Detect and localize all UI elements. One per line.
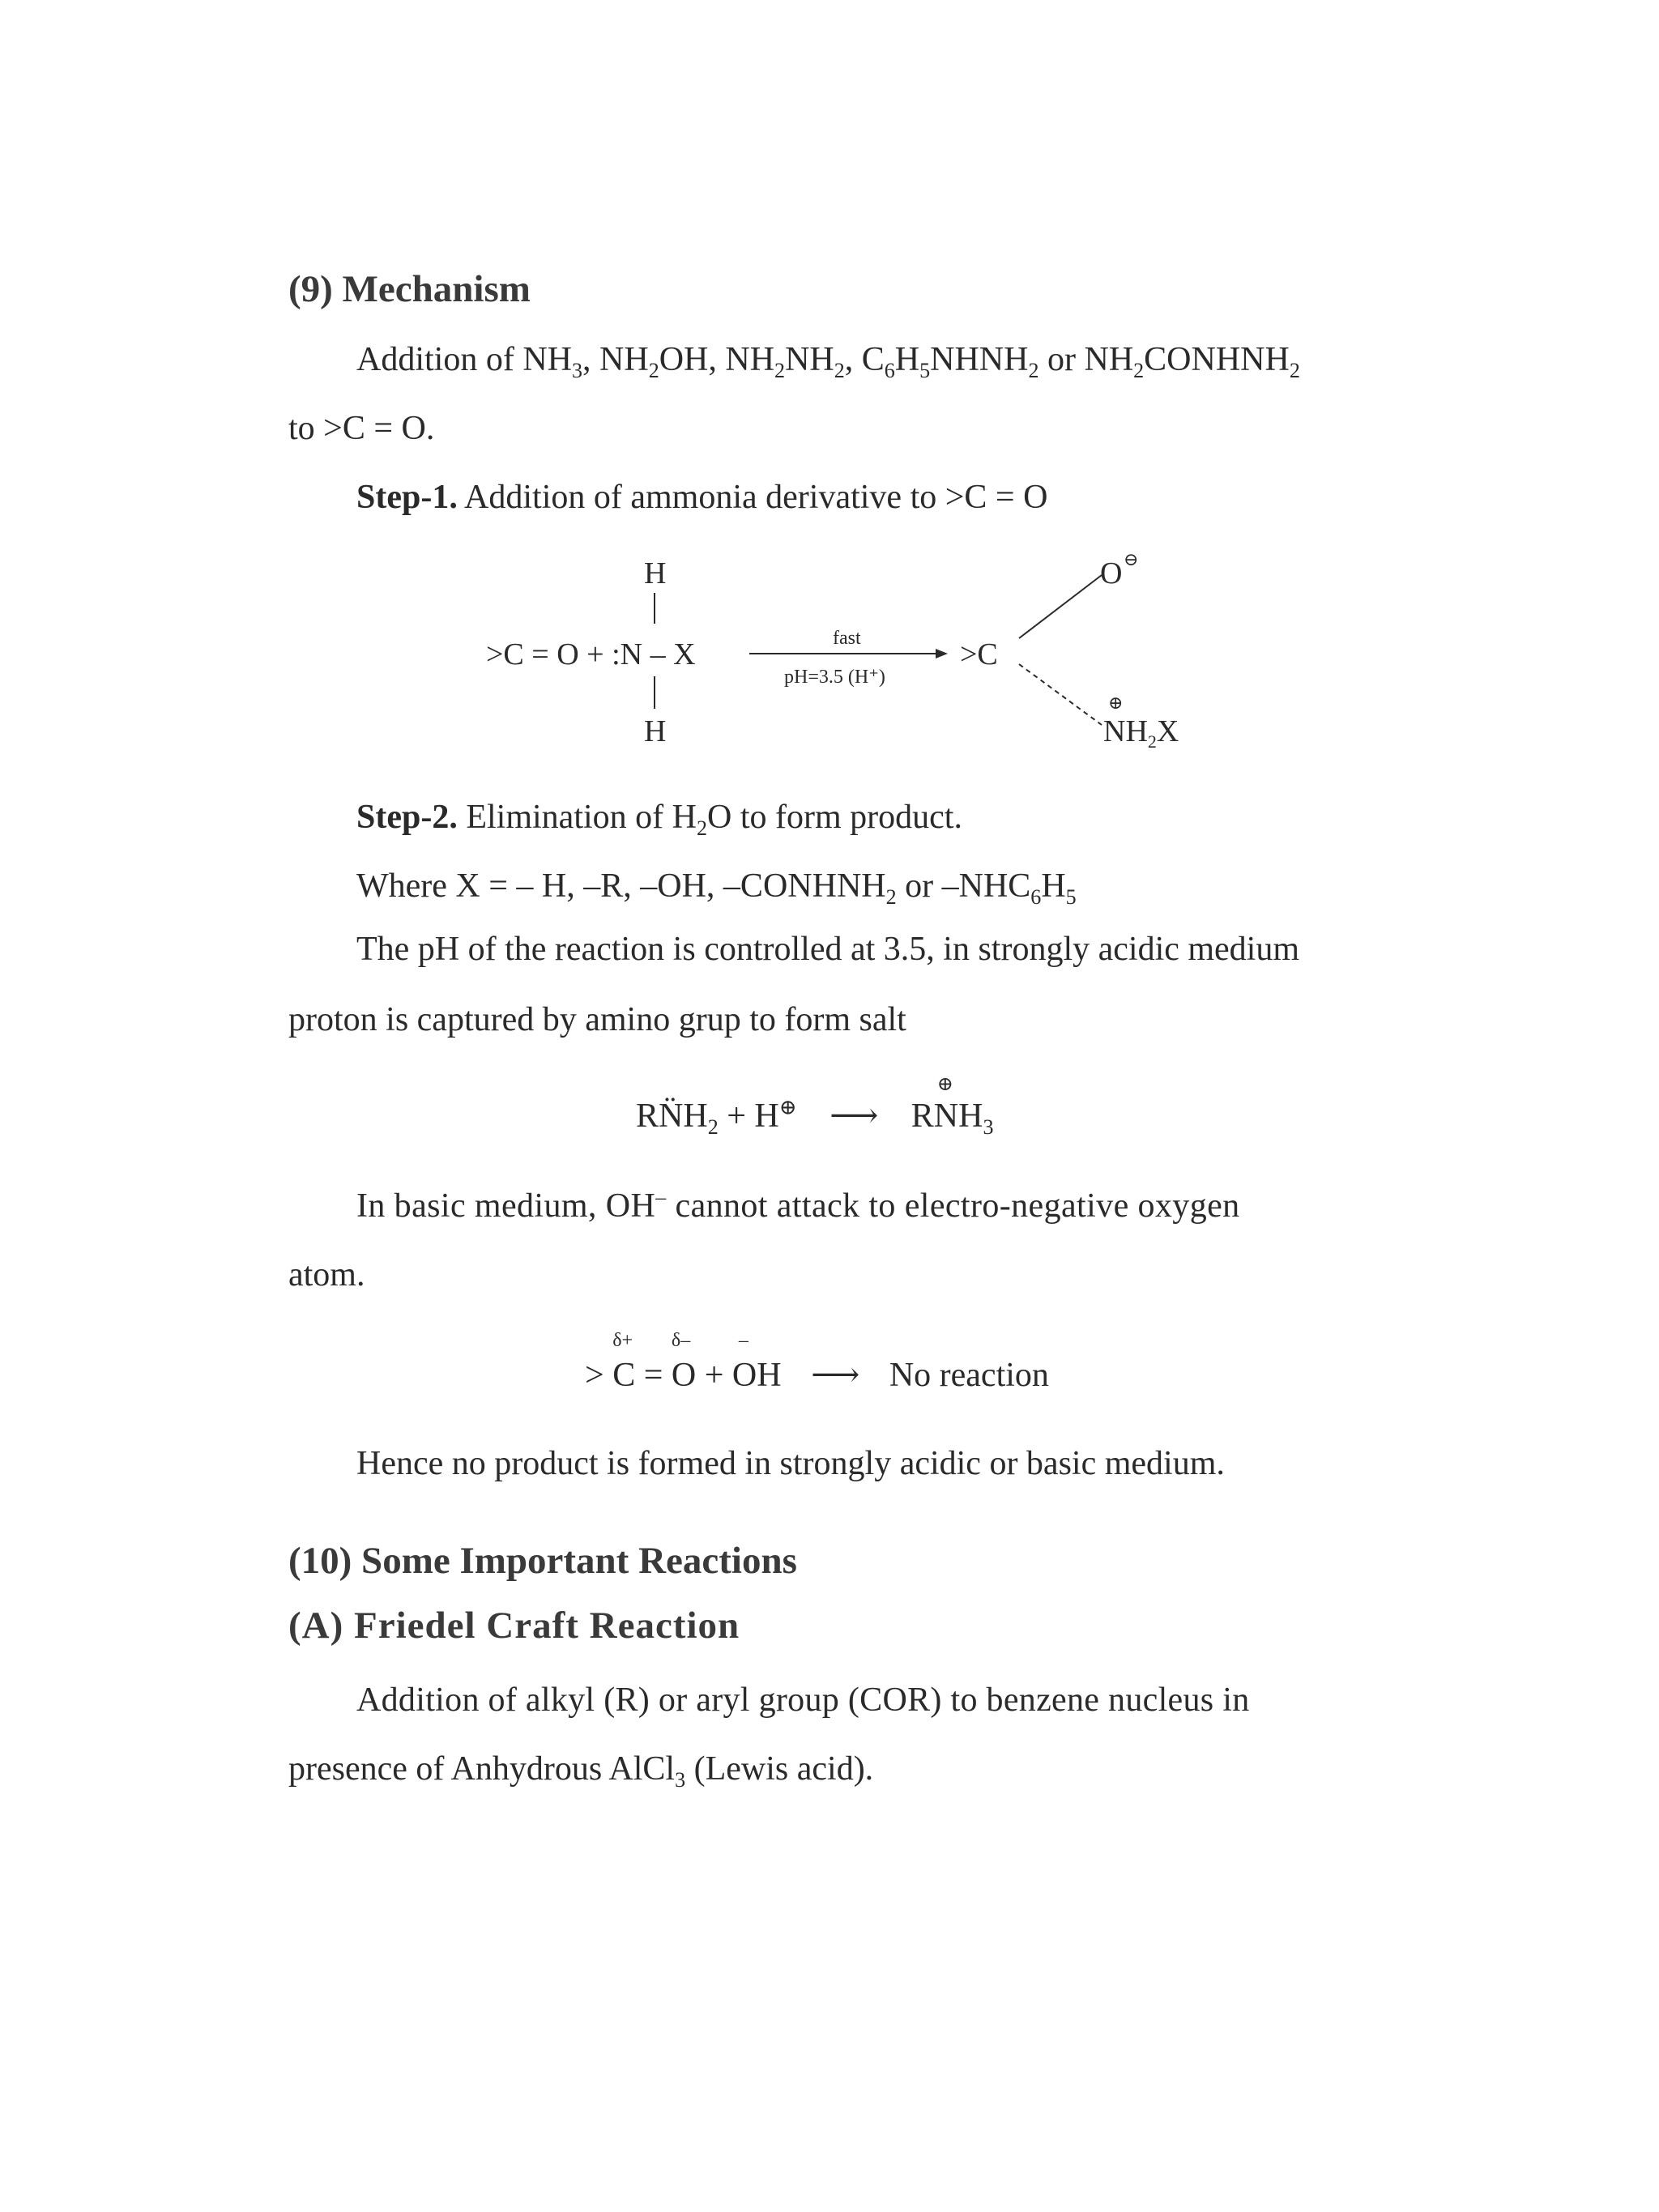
basic-medium-line2: atom. <box>288 1256 365 1294</box>
reagent-list: $NH_3$, $NH_2OH$, $NH_2NH_2$, $C_6H_5NHNH_2$ or $NH_2CONHNH_2$ <box>522 341 1300 383</box>
step2-label: Step-2. <box>356 799 458 836</box>
intro-line-2: to >C = O. <box>288 410 435 447</box>
scheme1-arrowhead <box>936 649 948 658</box>
step1-line <box>356 478 1047 517</box>
section-heading-important-reactions: (10) Some Important Reactions <box>288 1540 797 1582</box>
step2-text: Elimination of $H_2O$ to form product. <box>466 799 962 841</box>
where-x-line: Where X = – H, –R, –OH, $-CONHNH_2$ or $-NHC_6H_5$ <box>356 867 1077 910</box>
equation-no-reaction: > δ+ C = δ– O + – OH ⟶ No reaction <box>585 1330 1049 1394</box>
scheme1-reactant: >C = O + :N – X <box>486 637 696 671</box>
scheme1-product-o: O <box>1100 556 1123 590</box>
scheme1-bond-cn <box>1019 664 1102 725</box>
scheme1-n-charge: ⊕ <box>1108 693 1124 713</box>
section-heading-mechanism: (9) Mechanism <box>288 268 531 310</box>
friedel-craft-line1: Addition of alkyl (R) or aryl group (COR) to benzene nucleus in <box>356 1681 1250 1719</box>
friedel-craft-line2: presence of Anhydrous AlCl$_3$ (Lewis acid). <box>288 1750 874 1792</box>
ph-paragraph-line1: The pH of the reaction is controlled at 3.5, in strongly acidic medium <box>356 931 1300 968</box>
scheme1-arrow-top: fast <box>833 628 861 649</box>
scheme1-product-n: $NH_2X$ <box>1103 714 1179 752</box>
scheme1-arrow-bottom: pH=3.5 (H⁺) <box>784 667 885 688</box>
ph-paragraph-line2: proton is captured by amino grup to form salt <box>288 1001 906 1038</box>
eq2-result: No reaction <box>889 1357 1049 1394</box>
subheading-friedel-craft: (A) Friedel Craft Reaction <box>288 1605 740 1647</box>
conclusion-line: Hence no product is formed in strongly acidic or basic medium. <box>356 1445 1225 1482</box>
eq1-arrow: ⟶ <box>830 1097 879 1135</box>
scheme1-o-charge: ⊖ <box>1124 549 1139 569</box>
equation-protonation: $RN̈H_2 + H^\oplus$ ⟶ R ⊕ $NH_3$ <box>636 1074 994 1140</box>
eq2-c-delta: δ+ <box>612 1330 633 1351</box>
step1-text: Addition of ammonia derivative to >C = O <box>464 479 1048 516</box>
scheme1-bond-co <box>1019 575 1102 638</box>
eq2-arrow: ⟶ <box>811 1357 860 1394</box>
scheme1-bottom-h: H <box>644 714 667 748</box>
scheme1-top-h: H <box>644 556 667 590</box>
basic-medium-line1: In basic medium, OH– cannot attack to electro-negative oxygen <box>356 1185 1240 1225</box>
eq2-o-delta: δ– <box>671 1330 691 1351</box>
intro-line <box>356 340 1300 383</box>
eq1-rhs-charge: ⊕ <box>936 1074 953 1095</box>
step2-line <box>356 798 962 841</box>
scheme1-product-c: >C <box>960 637 998 671</box>
intro-lead: Addition of <box>356 341 523 378</box>
eq2-oh-charge: – <box>738 1330 748 1351</box>
reaction-scheme-step1 <box>478 543 1207 761</box>
step1-label: Step-1. <box>356 479 458 516</box>
